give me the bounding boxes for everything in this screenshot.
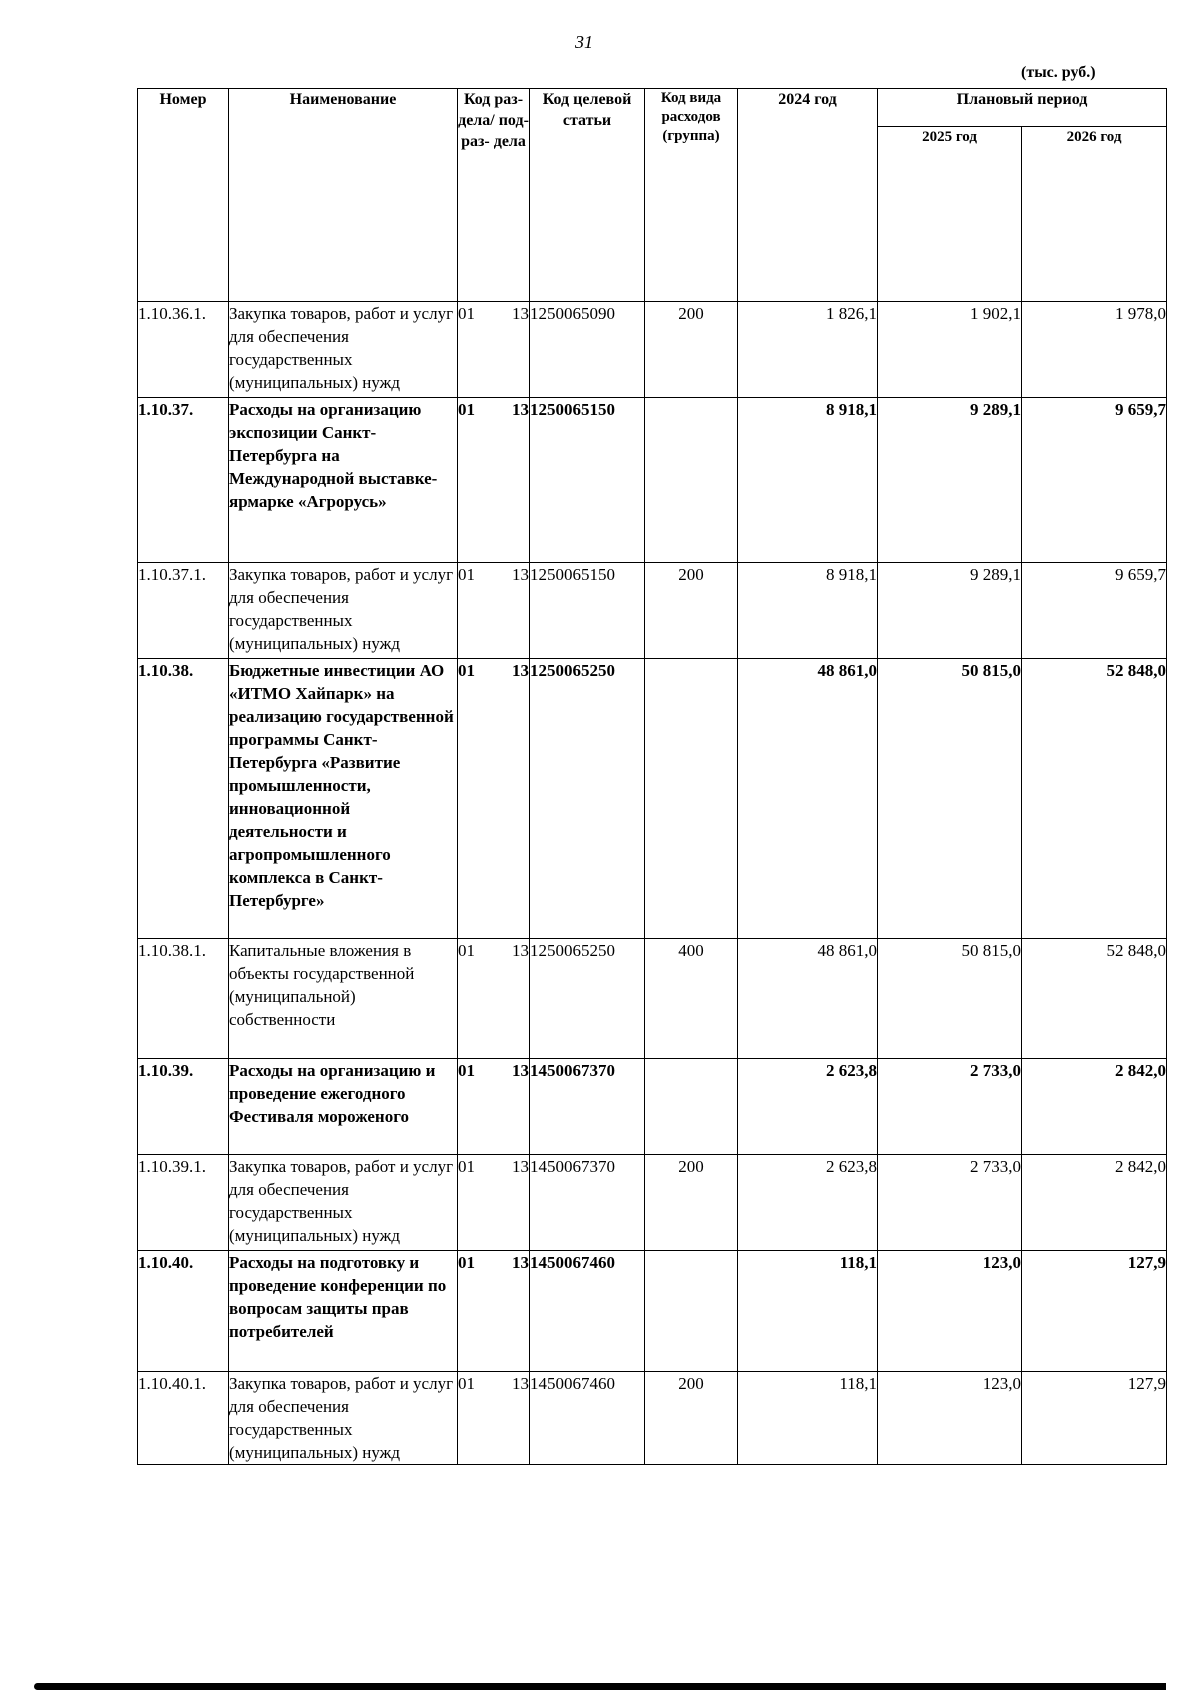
row-section-code <box>458 659 530 939</box>
row-number: 1.10.40.1. <box>138 1372 229 1465</box>
row-section-code <box>458 563 530 659</box>
row-section-code <box>458 939 530 1059</box>
row-target-code: 1450067460 <box>530 1251 645 1372</box>
row-amount-2025: 9 289,1 <box>878 563 1022 659</box>
row-target-code: 1450067460 <box>530 1372 645 1465</box>
row-amount-2024: 2 623,8 <box>738 1155 878 1251</box>
table-header <box>138 89 1167 302</box>
row-amount-2026: 9 659,7 <box>1022 563 1167 659</box>
row-amount-2024: 118,1 <box>738 1251 878 1372</box>
row-expense-kind: 200 <box>645 563 738 659</box>
row-name: Закупка товаров, работ и услуг для обеспечения государственных (муниципальных) нужд <box>229 1155 458 1251</box>
row-expense-kind <box>645 398 738 563</box>
row-amount-2025: 2 733,0 <box>878 1059 1022 1155</box>
subsection-code: 13 <box>512 1061 529 1080</box>
row-section-code <box>458 1372 530 1465</box>
row-amount-2026: 2 842,0 <box>1022 1059 1167 1155</box>
row-number: 1.10.39.1. <box>138 1155 229 1251</box>
row-amount-2026: 52 848,0 <box>1022 659 1167 939</box>
row-number: 1.10.36.1. <box>138 302 229 398</box>
header-name: Наименование <box>229 89 458 302</box>
row-expense-kind <box>645 1251 738 1372</box>
row-number: 1.10.37.1. <box>138 563 229 659</box>
row-name: Капитальные вложения в объекты государственной (муниципальной) собственности <box>229 939 458 1059</box>
row-target-code: 1250065090 <box>530 302 645 398</box>
subsection-code: 13 <box>512 1374 529 1393</box>
row-target-code: 1250065250 <box>530 939 645 1059</box>
row-expense-kind: 200 <box>645 1372 738 1465</box>
row-name: Расходы на подготовку и проведение конференции по вопросам защиты прав потребителей <box>229 1251 458 1372</box>
row-number: 1.10.38.1. <box>138 939 229 1059</box>
subsection-code: 13 <box>512 565 529 584</box>
subsection-code: 13 <box>512 400 529 419</box>
row-amount-2026: 1 978,0 <box>1022 302 1167 398</box>
row-amount-2026: 9 659,7 <box>1022 398 1167 563</box>
header-planned-period: Плановый период <box>878 89 1167 127</box>
bottom-edge-bar <box>34 1683 1166 1690</box>
row-amount-2026: 127,9 <box>1022 1372 1167 1465</box>
header-number: Номер <box>138 89 229 302</box>
table-row <box>138 1059 1167 1155</box>
row-amount-2024: 2 623,8 <box>738 1059 878 1155</box>
budget-table <box>137 88 1167 1465</box>
row-target-code: 1250065250 <box>530 659 645 939</box>
row-target-code: 1450067370 <box>530 1155 645 1251</box>
section-code: 01 <box>458 565 475 584</box>
section-code: 01 <box>458 661 475 680</box>
header-target-code: Код целевой статьи <box>530 89 645 302</box>
row-amount-2024: 8 918,1 <box>738 398 878 563</box>
row-amount-2024: 48 861,0 <box>738 939 878 1059</box>
table-body <box>138 302 1167 1465</box>
subsection-code: 13 <box>512 661 529 680</box>
page-number: 31 <box>575 32 593 52</box>
table-row <box>138 1155 1167 1251</box>
section-code: 01 <box>458 1157 475 1176</box>
row-target-code: 1450067370 <box>530 1059 645 1155</box>
section-code: 01 <box>458 1374 475 1393</box>
header-section-code: Код раз- дела/ под- раз- дела <box>458 89 530 302</box>
row-amount-2025: 123,0 <box>878 1251 1022 1372</box>
table-row <box>138 659 1167 939</box>
units-label: (тыс. руб.) <box>1021 64 1096 81</box>
row-name: Закупка товаров, работ и услуг для обеспечения государственных (муниципальных) нужд <box>229 1372 458 1465</box>
row-expense-kind: 200 <box>645 1155 738 1251</box>
table-row <box>138 939 1167 1059</box>
row-number: 1.10.40. <box>138 1251 229 1372</box>
section-code: 01 <box>458 941 475 960</box>
row-expense-kind <box>645 659 738 939</box>
header-year-2026: 2026 год <box>1022 127 1167 302</box>
row-amount-2025: 1 902,1 <box>878 302 1022 398</box>
row-section-code <box>458 302 530 398</box>
table-row <box>138 302 1167 398</box>
table-row <box>138 1251 1167 1372</box>
row-section-code <box>458 398 530 563</box>
row-amount-2025: 9 289,1 <box>878 398 1022 563</box>
header-year-2025: 2025 год <box>878 127 1022 302</box>
table-row <box>138 398 1167 563</box>
row-amount-2026: 127,9 <box>1022 1251 1167 1372</box>
row-amount-2024: 118,1 <box>738 1372 878 1465</box>
row-expense-kind: 200 <box>645 302 738 398</box>
row-name: Расходы на организацию и проведение ежегодного Фестиваля мороженого <box>229 1059 458 1155</box>
section-code: 01 <box>458 1253 475 1272</box>
row-name: Расходы на организацию экспозиции Санкт-Петербурга на Международной выставке-ярмарке «Агрорусь» <box>229 398 458 563</box>
row-amount-2024: 48 861,0 <box>738 659 878 939</box>
section-code: 01 <box>458 304 475 323</box>
row-section-code <box>458 1251 530 1372</box>
row-amount-2025: 123,0 <box>878 1372 1022 1465</box>
subsection-code: 13 <box>512 1157 529 1176</box>
section-code: 01 <box>458 1061 475 1080</box>
subsection-code: 13 <box>512 304 529 323</box>
row-target-code: 1250065150 <box>530 398 645 563</box>
row-section-code <box>458 1155 530 1251</box>
row-number: 1.10.39. <box>138 1059 229 1155</box>
row-amount-2026: 52 848,0 <box>1022 939 1167 1059</box>
row-amount-2025: 2 733,0 <box>878 1155 1022 1251</box>
subsection-code: 13 <box>512 1253 529 1272</box>
subsection-code: 13 <box>512 941 529 960</box>
row-amount-2025: 50 815,0 <box>878 939 1022 1059</box>
row-number: 1.10.38. <box>138 659 229 939</box>
row-number: 1.10.37. <box>138 398 229 563</box>
table-row <box>138 1372 1167 1465</box>
row-expense-kind: 400 <box>645 939 738 1059</box>
row-name: Закупка товаров, работ и услуг для обеспечения государственных (муниципальных) нужд <box>229 563 458 659</box>
table-row <box>138 563 1167 659</box>
header-expense-kind: Код вида расходов (группа) <box>645 89 738 302</box>
row-expense-kind <box>645 1059 738 1155</box>
row-section-code <box>458 1059 530 1155</box>
row-amount-2026: 2 842,0 <box>1022 1155 1167 1251</box>
row-name: Закупка товаров, работ и услуг для обеспечения государственных (муниципальных) нужд <box>229 302 458 398</box>
row-name: Бюджетные инвестиции АО «ИТМО Хайпарк» на реализацию государственной программы Санкт-Петербурга «Развитие промышленности, инновационной деятельности и агропромышленного комплекса в Санкт-Петербурге» <box>229 659 458 939</box>
header-year-2024: 2024 год <box>738 89 878 302</box>
row-target-code: 1250065150 <box>530 563 645 659</box>
row-amount-2024: 1 826,1 <box>738 302 878 398</box>
row-amount-2025: 50 815,0 <box>878 659 1022 939</box>
row-amount-2024: 8 918,1 <box>738 563 878 659</box>
section-code: 01 <box>458 400 475 419</box>
